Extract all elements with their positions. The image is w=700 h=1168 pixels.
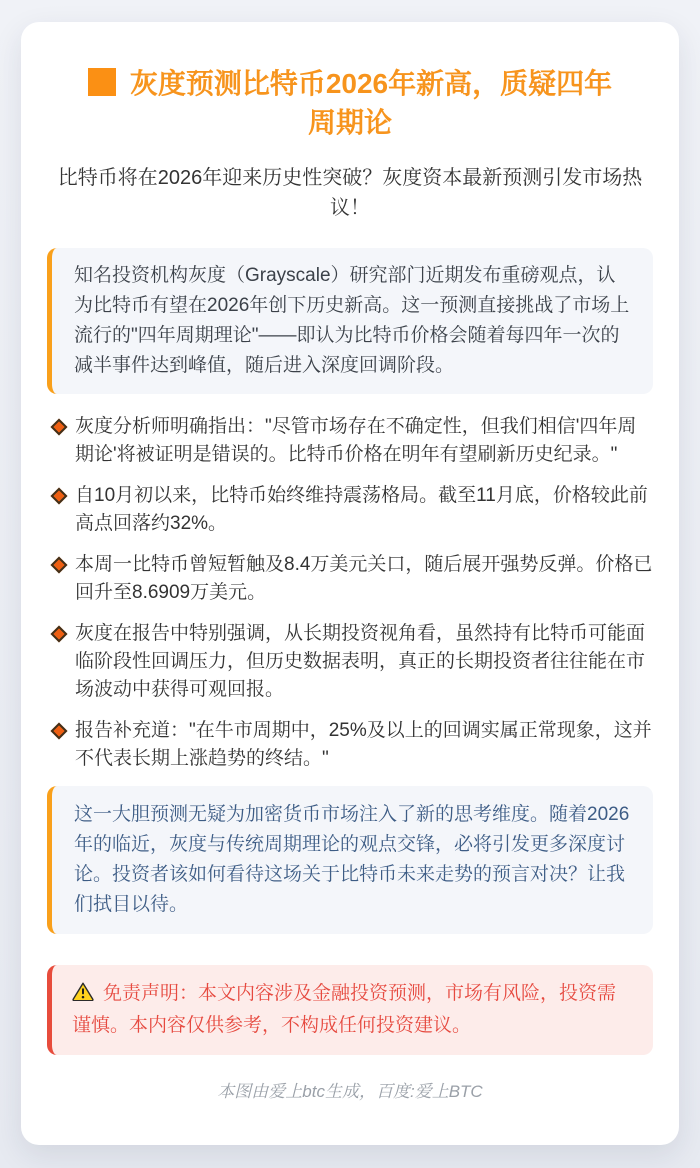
article-card [21,22,679,1145]
list-item [47,551,653,607]
bullet-text: 灰度分析师明确指出："尽管市场存在不确定性，但我们相信'四年周期论'将被证明是错误的。比特币价格在明年有望刷新历史纪录。" [75,416,637,465]
subtitle: 比特币将在2026年迎来历史性突破？灰度资本最新预测引发市场热议！ [57,167,643,219]
conclusion-quote-box [47,786,653,934]
list-item [47,482,653,538]
footer-credit: 本图由爱上btc生成，百度:爱上BTC [217,1082,483,1101]
diamond-bullet-icon [51,488,68,505]
list-item [47,620,653,704]
bullet-text: 本周一比特币曾短暂触及8.4万美元关口，随后展开强势反弹。价格已回升至8.6909万美元。 [75,554,653,603]
diamond-bullet-icon [51,626,68,643]
bullet-text: 自10月初以来，比特币始终维持震荡格局。截至11月底，价格较此前高点回落约32%。 [75,485,648,534]
bullet-text: 报告补充道："在牛市周期中，25%及以上的回调实属正常现象，这并不代表长期上涨趋势的终结。" [75,720,652,769]
diamond-bullet-icon [51,723,68,740]
page-title-text: 灰度预测比特币2026年新高，质疑四年周期论 [129,68,613,138]
orange-square-icon [88,68,116,96]
disclaimer-paragraph [72,979,633,1041]
bullet-list [47,413,653,773]
list-item [47,413,653,469]
intro-text: 知名投资机构灰度（Grayscale）研究部门近期发布重磅观点，认为比特币有望在2026年创下历史新高。这一预测直接挑战了市场上流行的"四年周期理论"——即认为比特币价格会随着每四年一次的减半事件达到峰值，随后进入深度回调阶段。 [74,265,630,376]
diamond-bullet-icon [51,419,68,436]
bullet-text: 灰度在报告中特别强调，从长期投资视角看，虽然持有比特币可能面临阶段性回调压力，但历史数据表明，真正的长期投资者往往能在市场波动中获得可观回报。 [75,623,646,700]
diamond-bullet-icon [51,557,68,574]
disclaimer-text: 免责声明：本文内容涉及金融投资预测，市场有风险，投资需谨慎。本内容仅供参考，不构成任何投资建议。 [72,983,617,1036]
disclaimer-box [47,965,653,1055]
list-item [47,717,653,773]
page-title [47,64,653,142]
conclusion-text: 这一大胆预测无疑为加密货币市场注入了新的思考维度。随着2026年的临近，灰度与传统周期理论的观点交锋，必将引发更多深度讨论。投资者该如何看待这场关于比特币未来走势的预言对决？让我们拭目以待。 [74,804,630,915]
warning-icon [72,981,94,1011]
intro-quote-box [47,248,653,394]
